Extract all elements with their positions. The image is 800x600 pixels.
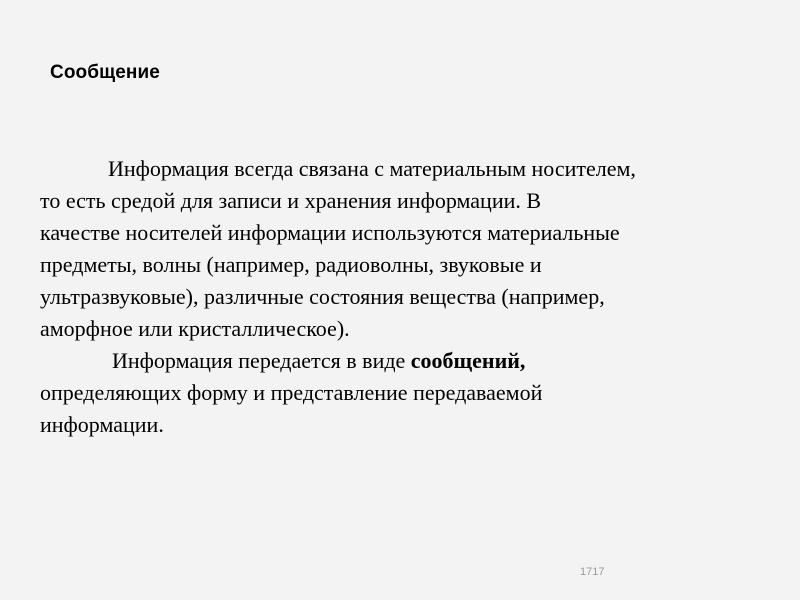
paragraph-carrier: Информация всегда связана с материальным носителем, то есть средой для записи и хранения информации. В качестве носителей информации используются материальные предметы, волны (например, радиоволны, звуковые и ультразвуковые), различные состояния вещества (например, аморфное или кристаллическое). xyxy=(40,156,636,341)
paragraph-message-end: определяющих форму и представление передаваемой информации. xyxy=(40,380,543,437)
paragraph-message xyxy=(40,345,760,441)
paragraph-message-start: Информация передается в виде xyxy=(112,348,411,373)
page-number: 1717 xyxy=(580,566,605,578)
slide-body xyxy=(40,153,760,441)
slide-title: Сообщение xyxy=(50,62,160,83)
paragraph-message-bold-term: сообщений, xyxy=(410,348,526,373)
